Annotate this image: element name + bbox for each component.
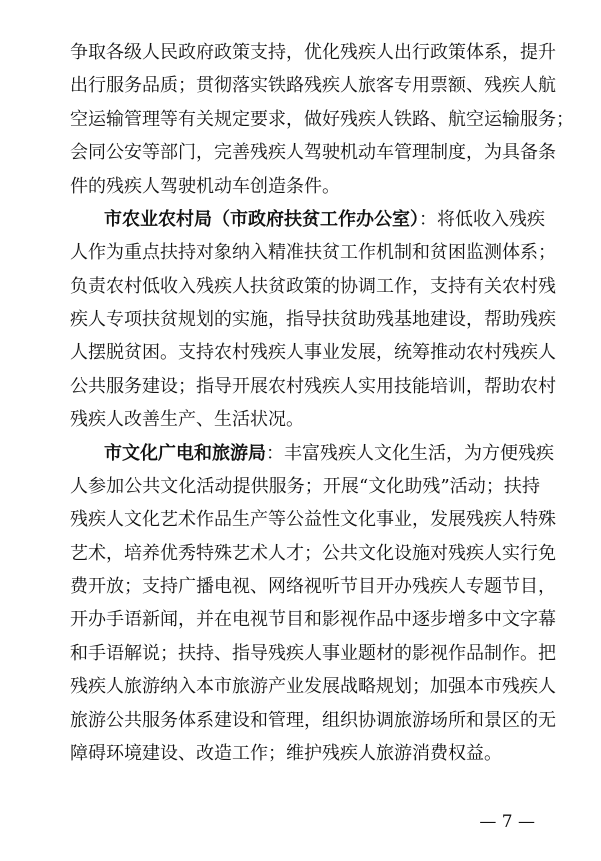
- text-line: 旅游公共服务体系建设和管理，组织协调旅游场所和景区的无: [70, 710, 556, 731]
- text-line: 人作为重点扶持对象纳入精准扶贫工作机制和贫困监测体系；: [70, 242, 556, 263]
- text-line: 会同公安等部门，完善残疾人驾驶机动车管理制度，为具备条: [70, 142, 556, 163]
- text-line: 艺术，培养优秀特殊艺术人才；公共文化设施对残疾人实行免: [70, 543, 556, 564]
- text-line: 负责农村低收入残疾人扶贫政策的协调工作，支持有关农村残: [70, 276, 556, 297]
- text-line: 件的残疾人驾驶机动车创造条件。: [70, 176, 340, 197]
- text-fragment: ：将低收入残疾: [419, 209, 545, 230]
- text-line: 和手语解说；扶持、指导残疾人事业题材的影视作品制作。把: [70, 643, 556, 664]
- page-number: — 7 —: [479, 812, 535, 832]
- text-line: 空运输管理等有关规定要求，做好残疾人铁路、航空运输服务；: [70, 109, 574, 130]
- text-line: 疾人专项扶贫规划的实施，指导扶贫助残基地建设，帮助残疾: [70, 309, 556, 330]
- text-line: 人参加公共文化活动提供服务；开展“文化助残”活动；扶持: [70, 476, 540, 497]
- text-fragment: ：丰富残疾人文化生活，为方便残疾: [266, 443, 554, 464]
- text-line: 公共服务建设；指导开展农村残疾人实用技能培训，帮助农村: [70, 376, 556, 397]
- paragraph-first-line: [104, 441, 554, 467]
- text-line: 出行服务品质；贯彻落实铁路残疾人旅客专用票额、残疾人航: [70, 75, 556, 96]
- section-heading: 市农业农村局（市政府扶贫工作办公室）: [104, 209, 419, 230]
- paragraph-first-line: [104, 207, 545, 233]
- text-line: 费开放；支持广播电视、网络视听节目开办残疾人专题节目，: [70, 576, 556, 597]
- section-heading: 市文化广电和旅游局: [104, 443, 266, 464]
- text-line: 开办手语新闻，并在电视节目和影视作品中逐步增多中文字幕: [70, 609, 556, 630]
- text-line: 残疾人旅游纳入本市旅游产业发展战略规划；加强本市残疾人: [70, 676, 556, 697]
- text-line: 障碍环境建设、改造工作；维护残疾人旅游消费权益。: [70, 743, 502, 764]
- text-line: 残疾人文化艺术作品生产等公益性文化事业，发展残疾人特殊: [70, 509, 556, 530]
- text-line: 残疾人改善生产、生活状况。: [70, 409, 304, 430]
- text-line: 人摆脱贫困。支持农村残疾人事业发展，统筹推动农村残疾人: [70, 342, 556, 363]
- text-line: 争取各级人民政府政策支持，优化残疾人出行政策体系，提升: [70, 42, 556, 63]
